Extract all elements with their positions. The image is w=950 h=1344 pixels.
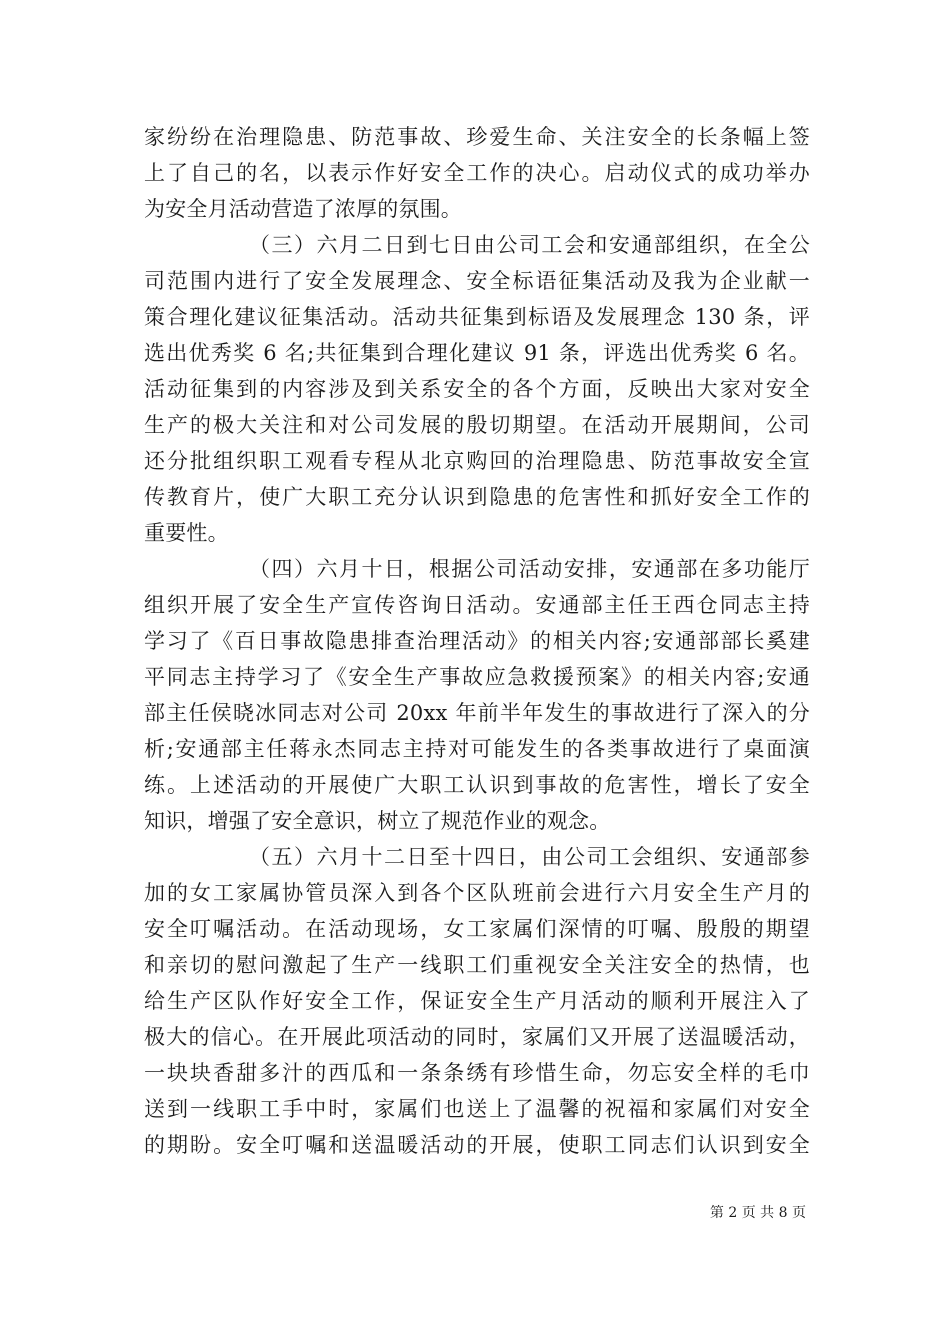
section-heading-line: （五）六月十二日至十四日，由公司工会组织、安通部参 — [249, 845, 810, 869]
text-line: 重要性。 — [144, 521, 229, 545]
text-line: 的期盼。安全叮嘱和送温暖活动的开展，使职工同志们认识到安全 — [144, 1133, 810, 1157]
text-line: 极大的信心。在开展此项活动的同时，家属们又开展了送温暖活动， — [144, 1025, 810, 1049]
text-line: 一块块香甜多汁的西瓜和一条条绣有珍惜生命，勿忘安全样的毛巾 — [144, 1061, 810, 1085]
text-line: 部主任侯晓冰同志对公司 20xx 年前半年发生的事故进行了深入的分 — [144, 701, 810, 725]
text-line: 加的女工家属协管员深入到各个区队班前会进行六月安全生产月的 — [144, 881, 810, 905]
text-line: 策合理化建议征集活动。活动共征集到标语及发展理念 130 条，评 — [144, 305, 810, 329]
text-line: 平同志主持学习了《安全生产事故应急救援预案》的相关内容;安通 — [144, 665, 810, 689]
text-line: 学习了《百日事故隐患排查治理活动》的相关内容;安通部部长奚建 — [144, 629, 810, 653]
text-line: 练。上述活动的开展使广大职工认识到事故的危害性，增长了安全 — [144, 773, 810, 797]
text-line: 安全叮嘱活动。在活动现场，女工家属们深情的叮嘱、殷殷的期望 — [144, 917, 810, 941]
text-line: 家纷纷在治理隐患、防范事故、珍爱生命、关注安全的长条幅上签 — [144, 125, 810, 149]
text-line: 给生产区队作好安全工作，保证安全生产月活动的顺利开展注入了 — [144, 989, 810, 1013]
text-line: 为安全月活动营造了浓厚的氛围。 — [144, 197, 462, 221]
text-line: 组织开展了安全生产宣传咨询日活动。安通部主任王西仓同志主持 — [144, 593, 810, 617]
document-body — [144, 119, 810, 1163]
text-line: 传教育片，使广大职工充分认识到隐患的危害性和抓好安全工作的 — [144, 485, 810, 509]
text-line: 上了自己的名，以表示作好安全工作的决心。启动仪式的成功举办 — [144, 161, 810, 185]
text-line: 司范围内进行了安全发展理念、安全标语征集活动及我为企业献一 — [144, 269, 810, 293]
text-line: 送到一线职工手中时，家属们也送上了温馨的祝福和家属们对安全 — [144, 1097, 810, 1121]
section-heading-line: （三）六月二日到七日由公司工会和安通部组织，在全公 — [249, 233, 810, 257]
text-line: 析;安通部主任蒋永杰同志主持对可能发生的各类事故进行了桌面演 — [144, 737, 810, 761]
text-line: 活动征集到的内容涉及到关系安全的各个方面，反映出大家对安全 — [144, 377, 810, 401]
section-heading-line: （四）六月十日，根据公司活动安排，安通部在多功能厅 — [249, 557, 810, 581]
text-line: 生产的极大关注和对公司发展的殷切期望。在活动开展期间，公司 — [144, 413, 810, 437]
text-line: 还分批组织职工观看专程从北京购回的治理隐患、防范事故安全宣 — [144, 449, 810, 473]
page-number-footer: 第 2 页 共 8 页 — [709, 1205, 806, 1221]
text-line: 和亲切的慰问激起了生产一线职工们重视安全关注安全的热情，也 — [144, 953, 810, 977]
text-line: 知识，增强了安全意识，树立了规范作业的观念。 — [144, 809, 611, 833]
text-line: 选出优秀奖 6 名;共征集到合理化建议 91 条，评选出优秀奖 6 名。 — [144, 341, 810, 365]
